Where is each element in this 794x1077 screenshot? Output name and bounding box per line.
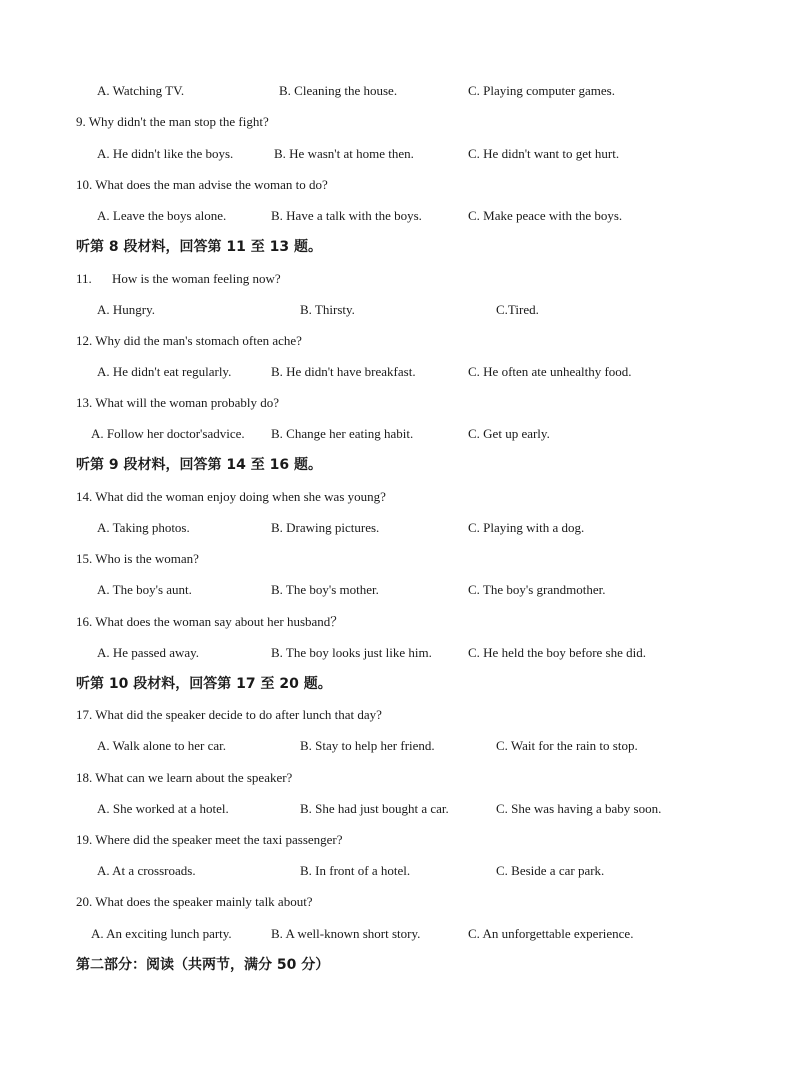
section-heading: 听第 8 段材料，回答第 11 至 13 题。 (76, 239, 322, 255)
option-b: B. Thirsty. (300, 302, 355, 317)
part-heading: 第二部分：阅读（共两节，满分 50 分） (76, 957, 330, 973)
option-b: B. He wasn't at home then. (274, 146, 414, 161)
option-b: B. Stay to help her friend. (300, 738, 435, 753)
option-a: A. At a crossroads. (97, 863, 196, 878)
option-a: A. Walk alone to her car. (97, 738, 227, 753)
option-a: A. An exciting lunch party. (91, 926, 232, 941)
option-c: C.Tired. (496, 302, 539, 317)
option-a: A. He didn't like the boys. (97, 146, 234, 161)
option-a: A. Follow her doctor'sadvice. (91, 426, 245, 441)
option-b: B. Have a talk with the boys. (271, 208, 422, 223)
question-15: 15. Who is the woman? (76, 551, 199, 566)
option-c: C. He often ate unhealthy food. (468, 364, 632, 379)
question-13: 13. What will the woman probably do? (76, 395, 280, 410)
option-b: B. She had just bought a car. (300, 801, 449, 816)
option-a: A. She worked at a hotel. (97, 801, 229, 816)
option-c: C. She was having a baby soon. (496, 801, 662, 816)
option-c: C. Wait for the rain to stop. (496, 738, 638, 753)
option-c: C. Get up early. (468, 426, 550, 441)
question-20: 20. What does the speaker mainly talk about? (76, 894, 313, 909)
option-a: A. He didn't eat regularly. (97, 364, 232, 379)
question-19: 19. Where did the speaker meet the taxi passenger? (76, 832, 343, 847)
option-a: A. Leave the boys alone. (97, 208, 227, 223)
option-a: A. Taking photos. (97, 520, 190, 535)
option-c: C. An unforgettable experience. (468, 926, 634, 941)
option-a: A. He passed away. (97, 645, 200, 660)
option-b: B. The boy's mother. (271, 582, 379, 597)
question-11-text: How is the woman feeling now? (112, 271, 281, 286)
option-c: C. Playing with a dog. (468, 520, 585, 535)
option-c: C. Playing computer games. (468, 83, 615, 98)
question-14: 14. What did the woman enjoy doing when she was young? (76, 489, 386, 504)
question-10: 10. What does the man advise the woman to do? (76, 177, 328, 192)
option-c: C. He held the boy before she did. (468, 645, 646, 660)
section-heading: 听第 10 段材料，回答第 17 至 20 题。 (76, 676, 332, 692)
question-18: 18. What can we learn about the speaker? (76, 770, 293, 785)
section-heading: 听第 9 段材料，回答第 14 至 16 题。 (76, 457, 322, 473)
option-c: C. Make peace with the boys. (468, 208, 623, 223)
option-a: A. Hungry. (97, 302, 156, 317)
option-b: B. Cleaning the house. (279, 83, 398, 98)
question-11-number: 11. (76, 271, 92, 286)
option-c: C. The boy's grandmother. (468, 582, 606, 597)
option-b: B. Change her eating habit. (271, 426, 414, 441)
option-a: A. The boy's aunt. (97, 582, 192, 597)
option-b: B. He didn't have breakfast. (271, 364, 416, 379)
option-b: B. A well-known short story. (271, 926, 421, 941)
question-17: 17. What did the speaker decide to do after lunch that day? (76, 707, 382, 722)
option-b: B. Drawing pictures. (271, 520, 380, 535)
option-b: B. In front of a hotel. (300, 863, 411, 878)
option-a: A. Watching TV. (97, 83, 185, 98)
option-b: B. The boy looks just like him. (271, 645, 432, 660)
question-12: 12. Why did the man's stomach often ache? (76, 333, 302, 348)
question-9: 9. Why didn't the man stop the fight? (76, 114, 269, 129)
question-16: 16. What does the woman say about her husband？ (76, 614, 344, 629)
option-c: C. Beside a car park. (496, 863, 605, 878)
option-c: C. He didn't want to get hurt. (468, 146, 620, 161)
